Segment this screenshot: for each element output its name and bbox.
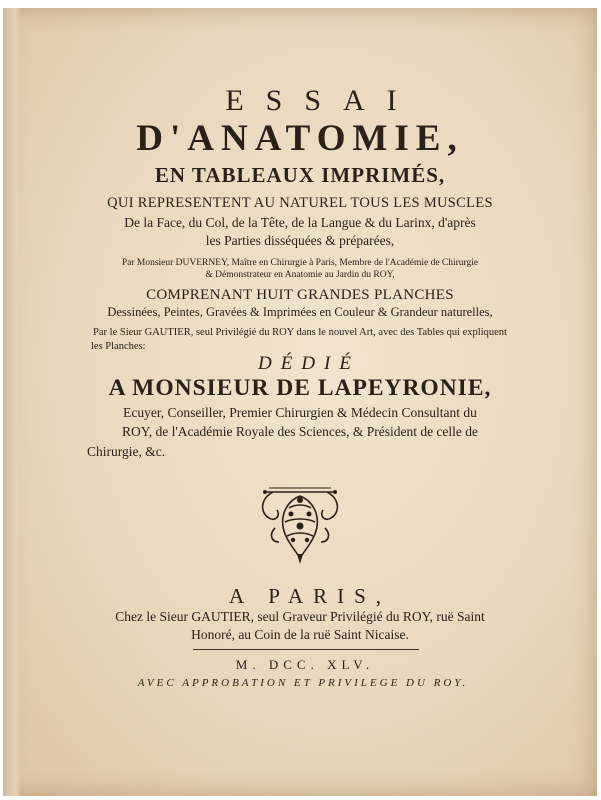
dedicatee-titles-1: Ecuyer, Conseiller, Premier Chirurgien & Médecin Consultant du	[123, 405, 477, 420]
title-page-sheet	[3, 8, 597, 796]
subtitle-parties: les Parties disséquées & préparées,	[205, 233, 395, 248]
title-page-content	[3, 8, 597, 796]
gautier-line-2: les Planches:	[91, 341, 146, 352]
imprint-rule	[193, 649, 419, 650]
title-essai: ESSAI	[225, 84, 419, 117]
subtitle-face: De la Face, du Col, de la Tête, de la Langue & du Larinx, d'après	[124, 215, 476, 230]
comprenant-line: COMPRENANT HUIT GRANDES PLANCHES	[146, 287, 454, 303]
gautier-line-1: Par le Sieur GAUTIER, seul Privilégié du ROY dans le nouvel Art, avec des Tables qui expliquent	[93, 327, 507, 338]
subtitle-qui: QUI REPRESENTENT AU NATUREL TOUS LES MUSCLES	[107, 195, 493, 211]
imprint-city: A PARIS,	[228, 584, 392, 608]
dedicatee-titles-2: ROY, de l'Académie Royale des Sciences, & Président de celle de	[121, 424, 479, 439]
author-line-2: & Démonstrateur en Anatomie au Jardin du ROY,	[205, 270, 395, 280]
dedicatee-name: A MONSIEUR DE LAPEYRONIE,	[108, 375, 492, 401]
dedication-heading: DÉDIÉ	[258, 353, 360, 374]
fleuron-ornament-icon	[255, 478, 345, 566]
imprint-date: M. DCC. XLV.	[235, 657, 375, 672]
title-anatomie: D'ANATOMIE,	[136, 118, 464, 159]
dessinees-line: Dessinées, Peintes, Gravées & Imprimées en Couleur & Grandeur naturelles,	[107, 305, 493, 319]
subtitle-tableaux: EN TABLEAUX IMPRIMÉS,	[154, 163, 446, 187]
imprint-printer-1: Chez le Sieur GAUTIER, seul Graveur Privilégié du ROY, ruë Saint	[115, 609, 485, 624]
dedicatee-titles-3: Chirurgie, &c.	[87, 444, 166, 459]
imprint-printer-2: Honoré, au Coin de la ruë Saint Nicaise.	[191, 627, 409, 642]
author-line-1: Par Monsieur DUVERNEY, Maître en Chirurgie à Paris, Membre de l'Académie de Chirurgie	[121, 258, 479, 268]
imprint-privilege: AVEC APPROBATION ET PRIVILEGE DU ROY.	[137, 677, 469, 689]
